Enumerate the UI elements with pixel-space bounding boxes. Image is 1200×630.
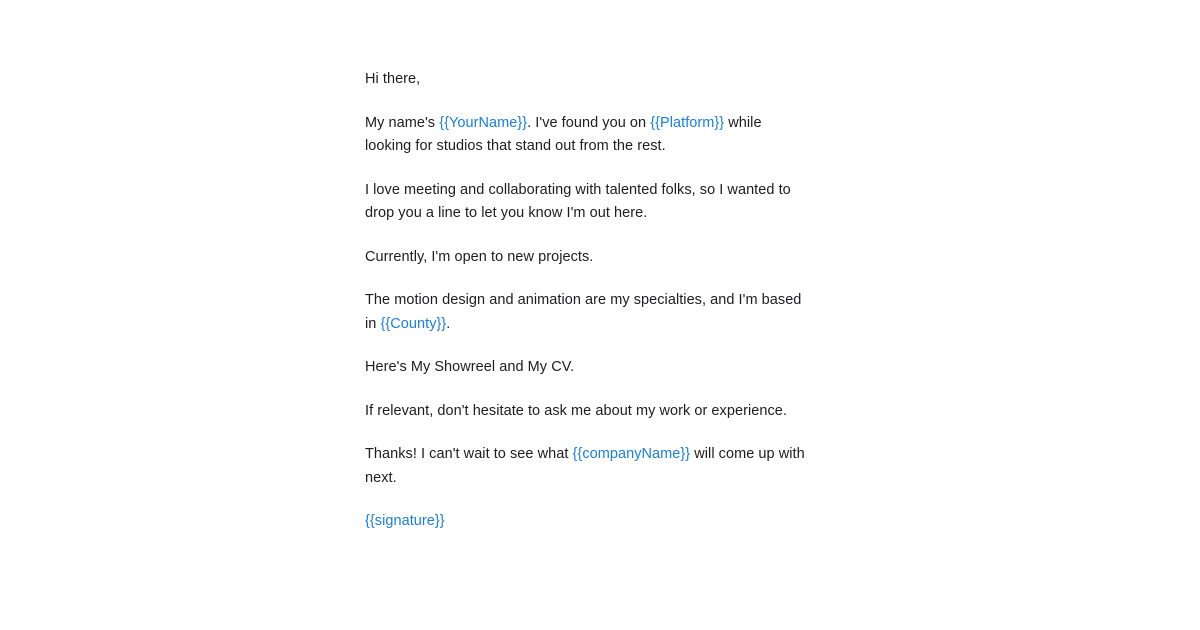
signature-variable[interactable]: {{signature}}: [365, 513, 445, 529]
specialties-paragraph: [365, 289, 805, 336]
thanks-text-b: will come up with next.: [365, 446, 805, 486]
intro-text-c: while looking for studios that stand out from the rest.: [365, 114, 762, 154]
availability-paragraph: Currently, I'm open to new projects.: [365, 248, 594, 265]
specialties-text-b: .: [446, 315, 451, 332]
collaboration-paragraph: I love meeting and collaborating with talented folks, so I wanted to drop you a line to let you know I'm out here.: [365, 181, 791, 221]
email-body: [365, 68, 805, 554]
company-name-variable[interactable]: {{companyName}}: [572, 446, 691, 462]
showreel-paragraph: Here's My Showreel and My CV.: [365, 359, 575, 375]
relevance-paragraph: If relevant, don't hesitate to ask me about my work or experience.: [365, 402, 787, 419]
thanks-paragraph: [365, 443, 805, 490]
intro-text-b: . I've found you on: [527, 114, 651, 131]
greeting: Hi there,: [365, 71, 421, 87]
intro-paragraph: [365, 112, 805, 159]
specialties-text-a: The motion design and animation are my specialties, and I'm based in: [365, 292, 802, 332]
intro-text-a: My name's: [365, 114, 440, 131]
platform-variable[interactable]: {{Platform}}: [650, 114, 725, 131]
county-variable[interactable]: {{County}}: [380, 315, 447, 332]
thanks-text-a: Thanks! I can't wait to see what: [365, 446, 573, 462]
your-name-variable[interactable]: {{YourName}}: [439, 114, 528, 131]
